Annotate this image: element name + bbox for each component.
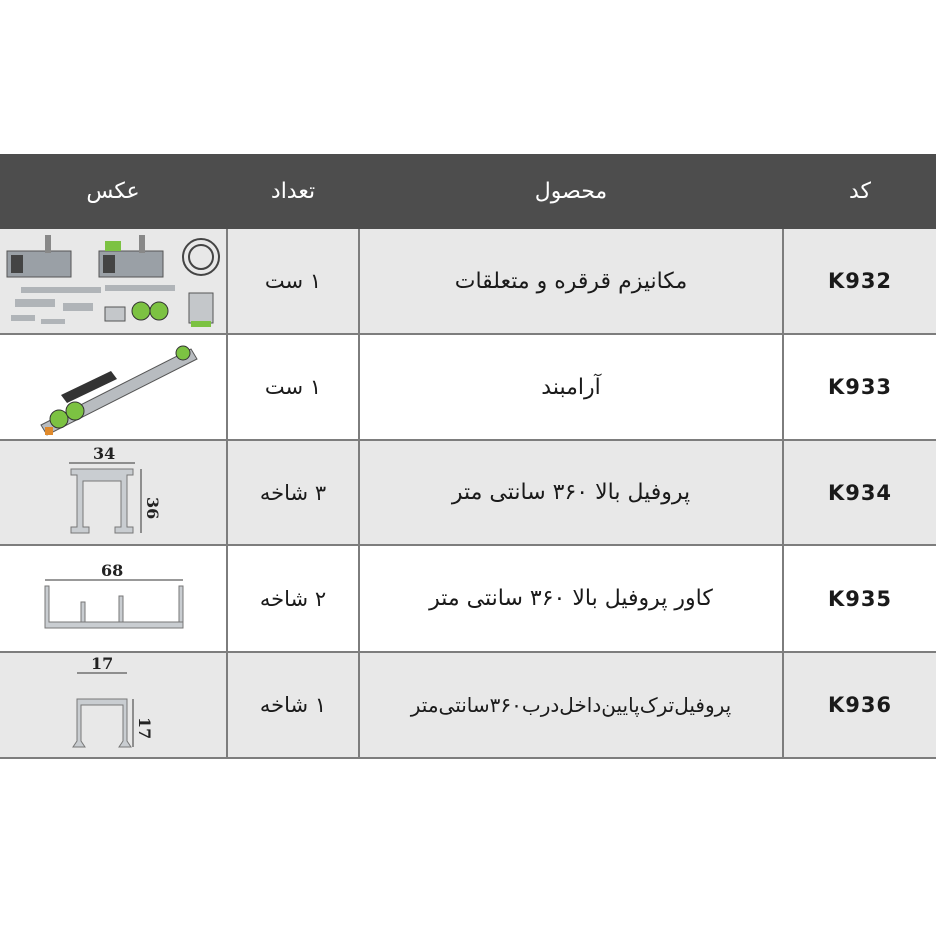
table-header	[0, 154, 936, 229]
code-cell: K934	[827, 480, 893, 505]
dimension-label: 17	[91, 654, 114, 673]
dimension-label: 36	[143, 497, 162, 520]
dimension-label: 68	[101, 561, 124, 580]
code-cell: K936	[827, 693, 893, 717]
table-row	[0, 653, 936, 759]
code-cell: K932	[827, 269, 893, 293]
header-product: محصول	[534, 179, 608, 204]
profile-cover-section-icon	[0, 546, 226, 651]
quantity-cell: ۳ شاخه	[259, 480, 327, 505]
product-cell: آرامبند	[541, 374, 601, 400]
soft-close-damper-icon	[0, 335, 226, 439]
quantity-cell: ۱ ست	[264, 269, 322, 293]
top-profile-section-icon	[0, 441, 226, 544]
product-cell: کاور پروفیل بالا ۳۶۰ سانتی متر	[429, 586, 713, 611]
header-code: کد	[848, 179, 872, 204]
header-quantity: تعداد	[270, 179, 316, 204]
product-cell: مکانیزم قرقره و متعلقات	[454, 268, 688, 294]
code-cell: K935	[827, 586, 893, 611]
table-row	[0, 441, 936, 546]
table-row	[0, 546, 936, 653]
quantity-cell: ۱ شاخه	[259, 693, 327, 717]
dimension-label: 34	[93, 444, 116, 463]
pulley-mechanism-parts-icon	[0, 229, 226, 333]
product-cell: پروفیل بالا ۳۶۰ سانتی متر	[451, 480, 691, 505]
quantity-cell: ۲ شاخه	[259, 586, 327, 611]
table-row	[0, 335, 936, 441]
code-cell: K933	[827, 375, 893, 399]
dimension-label: 17	[135, 717, 154, 740]
table-row	[0, 229, 936, 335]
bottom-track-profile-icon	[0, 653, 226, 757]
header-image: عکس	[86, 179, 140, 204]
product-cell: پروفیل‌ترک‌پایین‌داخل‌درب۳۶۰سانتی‌متر	[410, 693, 732, 717]
product-table	[0, 154, 936, 759]
quantity-cell: ۱ ست	[264, 375, 322, 399]
